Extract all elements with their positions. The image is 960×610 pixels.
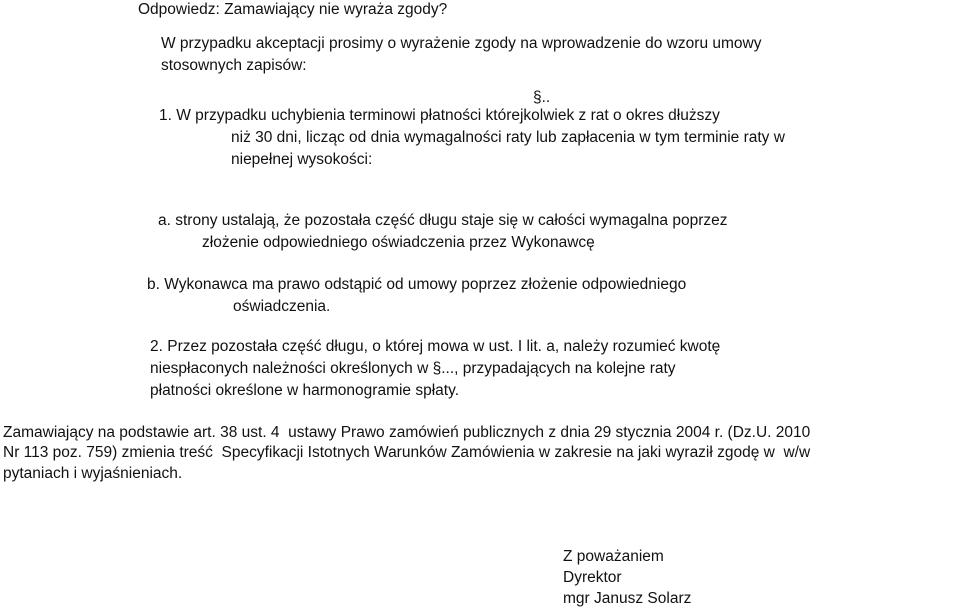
- request-line: stosownych zapisów:: [161, 57, 307, 74]
- point-2-line: niespłaconych należności określonych w §..., przypadających na kolejne raty: [150, 360, 676, 377]
- point-1-line: niepełnej wysokości:: [231, 151, 373, 168]
- sub-point-b-line: oświadczenia.: [233, 298, 331, 315]
- point-2-line: płatności określone w harmonogramie spłaty.: [150, 382, 460, 399]
- sub-point-a-line: a. strony ustalają, że pozostała część długu staje się w całości wymagalna poprzez: [158, 212, 728, 229]
- answer-line: Nr 113 poz. 759) zmienia treść Specyfikacji Istotnych Warunków Zamówienia w zakresie na jaki wyraził zgodę w w/w: [3, 444, 811, 461]
- point-1-line: niż 30 dni, licząc od dnia wymagalności raty lub zapłacenia w tym terminie raty w: [231, 129, 785, 146]
- request-line: W przypadku akceptacji prosimy o wyrażenie zgody na wprowadzenie do wzoru umowy: [161, 35, 762, 52]
- point-2-line: 2. Przez pozostała część długu, o której mowa w ust. I lit. a, należy rozumieć kwotę: [150, 338, 721, 355]
- signature-line: Z poważaniem: [563, 548, 664, 565]
- sub-point-b-line: b. Wykonawca ma prawo odstąpić od umowy poprzez złożenie odpowiedniego: [147, 276, 687, 293]
- signature-line: mgr Janusz Solarz: [563, 590, 692, 607]
- answer-line: Zamawiający na podstawie art. 38 ust. 4 ustawy Prawo zamówień publicznych z dnia 29 stycznia 2004 r. (Dz.U. 2010: [3, 424, 811, 441]
- answer-line: pytaniach i wyjaśnieniach.: [3, 465, 183, 482]
- sub-point-a-line: złożenie odpowiedniego oświadczenia przez Wykonawcę: [202, 234, 595, 251]
- point-1-line: 1. W przypadku uchybienia terminowi płatności którejkolwiek z rat o okres dłuższy: [159, 107, 720, 124]
- paragraph-marker: §..: [533, 89, 551, 106]
- signature-line: Dyrektor: [563, 569, 622, 586]
- question-heading: Odpowiedz: Zamawiający nie wyraża zgody?: [138, 1, 448, 18]
